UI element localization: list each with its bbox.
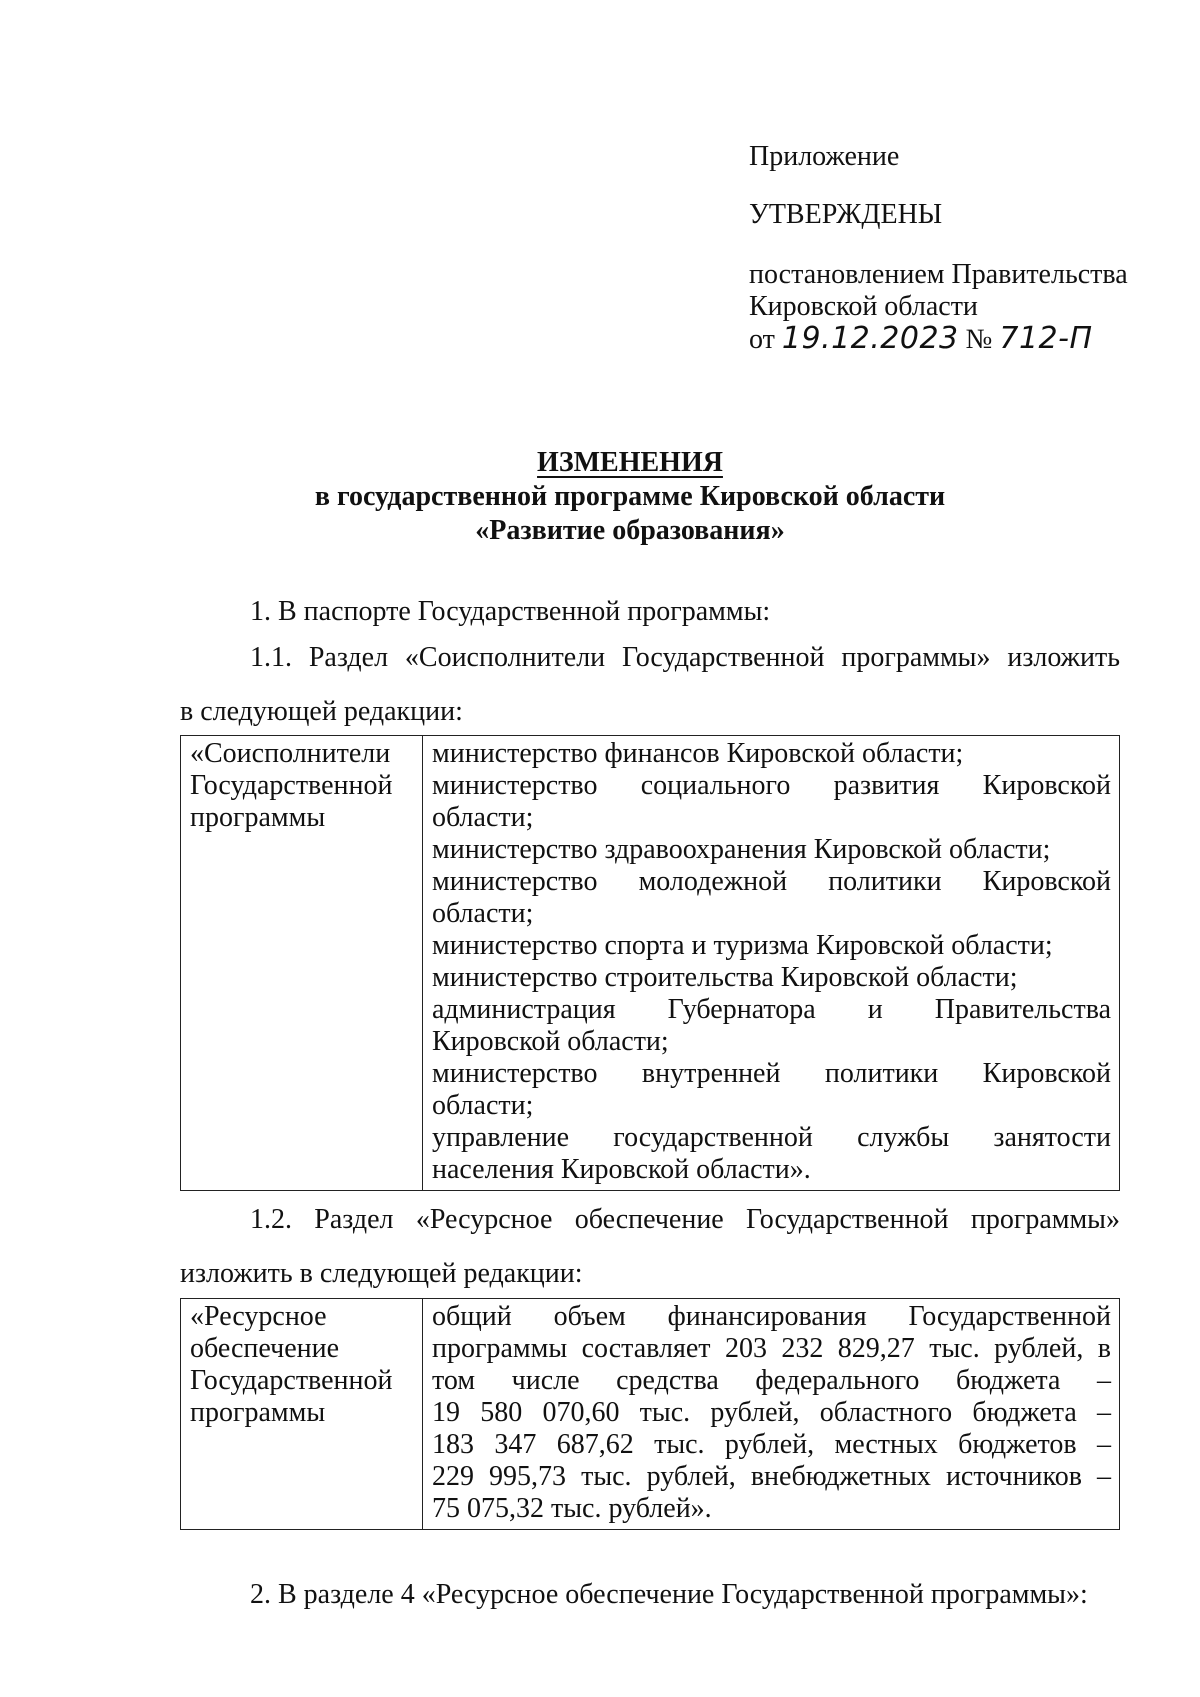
item-1-2-line-2: изложить в следующей редакции: [180, 1258, 583, 1289]
co-executors-table [180, 735, 1120, 1191]
approved-label: УТВЕРЖДЕНЫ [749, 199, 943, 230]
title-main: ИЗМЕНЕНИЯ [537, 447, 723, 478]
resource-line: том числе средства федерального бюджета – [432, 1365, 1111, 1396]
left-cell-line: «Соисполнители [190, 738, 391, 769]
ministry-line: области; [432, 898, 534, 929]
ministry-line: министерство спорта и туризма Кировской области; [432, 930, 1053, 961]
left-cell-line: обеспечение [190, 1333, 340, 1364]
ministry-line: министерство молодежной политики Кировской [432, 866, 1111, 897]
resource-line: общий объем финансирования Государственной [432, 1301, 1111, 1332]
date-prefix: от [749, 324, 775, 355]
left-cell-line: «Ресурсное [190, 1301, 327, 1332]
table-row [181, 1299, 1120, 1530]
approval-block [749, 141, 1169, 356]
item-1: 1. В паспорте Государственной программы: [250, 596, 771, 627]
resource-line: программы составляет 203 232 829,27 тыс. рублей, в [432, 1333, 1111, 1364]
co-executors-header-cell [181, 736, 423, 1191]
ministry-line: министерство строительства Кировской области; [432, 962, 1018, 993]
ministry-line: министерство внутренней политики Кировской [432, 1058, 1111, 1089]
resource-line: 229 995,73 тыс. рублей, внебюджетных источников – [432, 1461, 1111, 1492]
approval-date-line [749, 323, 1169, 356]
document-title [180, 446, 1080, 548]
co-executors-list-cell [423, 736, 1120, 1191]
item-1-1-line-2: в следующей редакции: [180, 696, 463, 727]
resource-line: 19 580 070,60 тыс. рублей, областного бюджета – [432, 1397, 1111, 1428]
ministry-line: министерство здравоохранения Кировской области; [432, 834, 1051, 865]
ministry-line: министерство социального развития Кировской [432, 770, 1111, 801]
ministry-line: области; [432, 1090, 534, 1121]
ministry-line: министерство финансов Кировской области; [432, 738, 964, 769]
ministry-line: области; [432, 802, 534, 833]
item-1-1-line-1: 1.1. Раздел «Соисполнители Государственной программы» изложить [250, 642, 1120, 673]
ministry-line: администрация Губернатора и Правительства [432, 994, 1111, 1025]
approval-line-1: постановлением Правительства [749, 259, 1128, 290]
left-cell-line: программы [190, 802, 326, 833]
left-cell-line: программы [190, 1397, 326, 1428]
number-sign: № [965, 324, 993, 355]
resource-line: 75 075,32 тыс. рублей». [432, 1493, 712, 1524]
left-cell-line: Государственной [190, 1365, 393, 1396]
ministry-line: управление государственной службы занятости [432, 1122, 1111, 1153]
left-cell-line: Государственной [190, 770, 393, 801]
handwritten-number: 712-П [999, 321, 1093, 356]
appendix-label: Приложение [749, 141, 900, 172]
ministry-line: населения Кировской области». [432, 1154, 811, 1185]
resource-line: 183 347 687,62 тыс. рублей, местных бюджетов – [432, 1429, 1111, 1460]
title-line-2: в государственной программе Кировской области [314, 481, 946, 512]
item-2: 2. В разделе 4 «Ресурсное обеспечение Государственной программы»: [250, 1579, 1088, 1610]
handwritten-date: 19.12.2023 [781, 321, 959, 356]
item-1-2-line-1: 1.2. Раздел «Ресурсное обеспечение Государственной программы» [250, 1204, 1120, 1235]
approval-line-2: Кировской области [749, 291, 978, 322]
table-row [181, 736, 1120, 1191]
resource-table [180, 1298, 1120, 1530]
ministry-line: Кировской области; [432, 1026, 669, 1057]
title-line-3: «Развитие образования» [475, 515, 785, 546]
resource-value-cell [423, 1299, 1120, 1530]
resource-header-cell [181, 1299, 423, 1530]
